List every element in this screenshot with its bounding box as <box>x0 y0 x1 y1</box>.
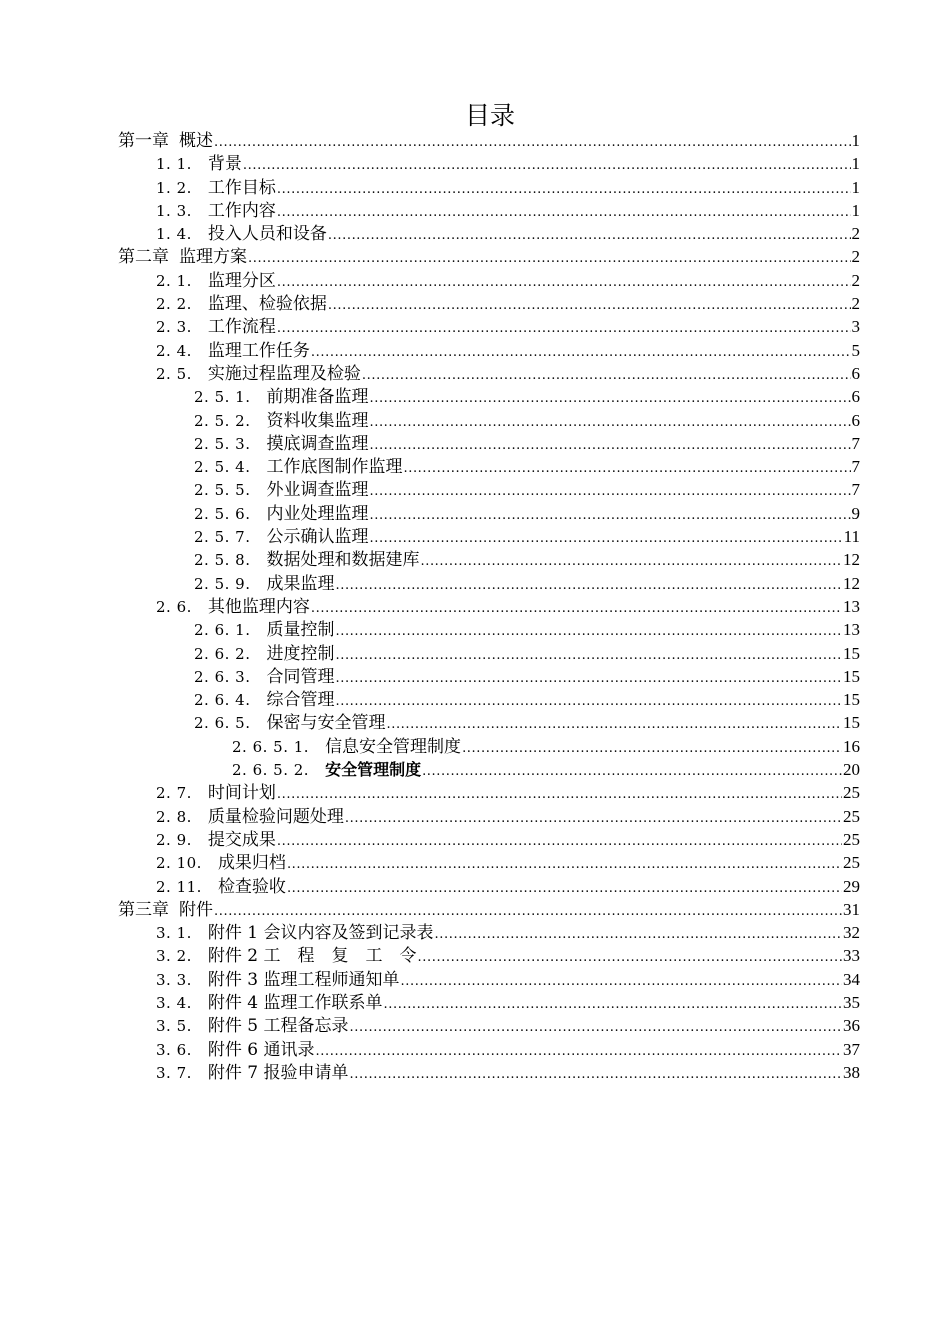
toc-entry-page: 13 <box>843 620 860 640</box>
toc-leader-dots <box>386 713 842 736</box>
toc-entry-number: 2. 5. 5. <box>194 481 251 500</box>
toc-entry[interactable] <box>118 315 860 338</box>
toc-entry-title: 概述 <box>179 131 213 151</box>
toc-entry[interactable] <box>118 409 860 432</box>
toc-leader-dots <box>420 550 842 573</box>
toc-entry-title: 摸底调查监理 <box>266 433 369 454</box>
toc-leader-dots <box>214 131 851 154</box>
toc-leader-dots <box>350 1016 842 1039</box>
toc-entry-title: 监理方案 <box>179 247 247 268</box>
toc-entry[interactable] <box>118 525 860 548</box>
toc-leader-dots <box>350 1063 842 1086</box>
toc-entry-title: 公示确认监理 <box>266 527 369 548</box>
toc-entry-page: 15 <box>843 713 860 733</box>
toc-entry-number: 3. 2. <box>156 947 192 966</box>
toc-entry-page: 20 <box>843 760 860 780</box>
toc-leader-dots <box>403 457 850 480</box>
toc-leader-dots <box>287 853 842 876</box>
toc-entry-title: 附件 3 监理工程师通知单 <box>207 969 400 990</box>
toc-entry-title: 监理工作任务 <box>207 340 310 361</box>
toc-entry-number: 3. 7. <box>156 1063 192 1082</box>
toc-entry[interactable] <box>118 176 860 199</box>
toc-entry-title: 附件 4 监理工作联系单 <box>207 992 383 1013</box>
toc-leader-dots <box>369 387 850 410</box>
toc-entry-number: 2. 1. <box>156 271 192 290</box>
toc-entry-number: 2. 5. 1. <box>194 388 251 407</box>
toc-entry-page: 34 <box>843 969 860 989</box>
toc-entry-number: 2. 5. 3. <box>194 434 251 453</box>
toc-entry-number: 1. 2. <box>156 178 192 197</box>
toc-entry-title: 附件 5 工程备忘录 <box>207 1016 349 1037</box>
toc-entry-number: 2. 10. <box>156 854 202 873</box>
toc-entry-title: 工作底图制作监理 <box>266 457 403 478</box>
toc-entry-title: 保密与安全管理 <box>266 713 386 734</box>
toc-leader-dots <box>277 783 842 806</box>
toc-entry-page: 1 <box>851 177 860 197</box>
toc-entry[interactable] <box>118 665 860 688</box>
toc-entry-number: 第二章 <box>118 247 169 267</box>
toc-entry-page: 6 <box>851 363 860 383</box>
toc-entry-title: 前期准备监理 <box>266 387 369 408</box>
toc-entry-number: 2. 6. 5. <box>194 714 251 733</box>
toc-entry-page: 25 <box>843 829 860 849</box>
toc-entry-number: 3. 1. <box>156 924 192 943</box>
toc-entry-page: 16 <box>843 736 860 756</box>
toc-entry-number: 1. 4. <box>156 225 192 244</box>
toc-entry-page: 2 <box>851 294 860 314</box>
toc-entry[interactable] <box>118 478 860 501</box>
toc-entry-number: 2. 4. <box>156 341 192 360</box>
toc-entry-page: 38 <box>843 1062 860 1082</box>
toc-leader-dots <box>345 807 842 830</box>
toc-entry-number: 3. 6. <box>156 1040 192 1059</box>
toc-entry-title: 时间计划 <box>207 783 276 804</box>
toc-leader-dots <box>328 224 851 247</box>
toc-entry-number: 2. 5. 6. <box>194 504 251 523</box>
toc-entry-title: 信息安全管理制度 <box>325 736 462 757</box>
toc-entry[interactable] <box>118 875 860 898</box>
toc-entry[interactable] <box>118 572 860 595</box>
toc-entry-number: 2. 6. 2. <box>194 644 251 663</box>
toc-entry-number: 2. 11. <box>156 877 202 896</box>
toc-entry-page: 2 <box>851 224 860 244</box>
toc-leader-dots <box>287 877 842 900</box>
toc-entry[interactable] <box>118 269 860 292</box>
toc-entry-title: 资料收集监理 <box>266 410 369 431</box>
toc-title: 目录 <box>464 101 515 130</box>
toc-entry-page: 25 <box>843 783 860 803</box>
toc-entry-title: 附件 7 报验申请单 <box>207 1062 349 1083</box>
toc-entry-number: 2. 6. <box>156 597 192 616</box>
toc-leader-dots <box>277 271 851 294</box>
toc-entry[interactable] <box>118 1014 860 1037</box>
toc-leader-dots <box>277 317 851 340</box>
toc-leader-dots <box>418 946 842 969</box>
toc-entry-page: 6 <box>851 410 860 430</box>
toc-entry[interactable] <box>118 921 860 944</box>
toc-entry[interactable] <box>118 222 860 245</box>
toc-entry-number: 2. 6. 5. 2. <box>232 761 310 780</box>
toc-entry[interactable] <box>118 758 860 781</box>
toc-leader-dots <box>369 504 850 527</box>
toc-entry[interactable] <box>118 1061 860 1084</box>
toc-entry[interactable] <box>118 991 860 1014</box>
toc-leader-dots <box>335 574 842 597</box>
toc-entry-title: 监理分区 <box>207 270 276 291</box>
toc-entry[interactable] <box>118 385 860 408</box>
toc-leader-dots <box>248 247 851 270</box>
toc-entry[interactable] <box>118 595 860 618</box>
toc-entry-title: 投入人员和设备 <box>207 224 327 245</box>
toc-leader-dots <box>335 690 842 713</box>
toc-leader-dots <box>384 993 842 1016</box>
toc-entry-page: 37 <box>843 1039 860 1059</box>
toc-entry[interactable] <box>118 851 860 874</box>
toc-entry-page: 25 <box>843 806 860 826</box>
toc-entry-page: 31 <box>843 899 860 919</box>
toc-entry-page: 7 <box>851 480 860 500</box>
toc-entry[interactable] <box>118 362 860 385</box>
toc-entry-page: 7 <box>851 457 860 477</box>
toc-entry-title: 质量检验问题处理 <box>207 806 344 827</box>
toc-entry-number: 2. 6. 4. <box>194 691 251 710</box>
toc-entry[interactable] <box>118 152 860 175</box>
toc-leader-dots <box>311 341 851 364</box>
toc-entry-number: 2. 9. <box>156 830 192 849</box>
toc-entry-title: 附件 2 工 程 复 工 令 <box>207 946 417 967</box>
toc-entry-title: 工作流程 <box>207 317 276 338</box>
toc-leader-dots <box>369 480 850 503</box>
toc-entry-title: 其他监理内容 <box>207 596 310 617</box>
toc-entry-page: 25 <box>843 853 860 873</box>
toc-entry[interactable] <box>118 642 860 665</box>
toc-entry-number: 第三章 <box>118 899 169 919</box>
toc-entry-page: 5 <box>851 340 860 360</box>
toc-entry-page: 2 <box>851 270 860 290</box>
toc-leader-dots <box>335 620 842 643</box>
toc-entry-number: 第一章 <box>118 131 169 150</box>
toc-leader-dots <box>316 1040 842 1063</box>
toc-leader-dots <box>335 644 842 667</box>
toc-entry[interactable] <box>118 1038 860 1061</box>
toc-entry-title: 附件 1 会议内容及签到记录表 <box>207 923 434 944</box>
toc-entry[interactable] <box>118 711 860 734</box>
toc-entry-title: 监理、检验依据 <box>207 294 327 315</box>
toc-entry-page: 36 <box>843 1016 860 1036</box>
toc-entry-page: 15 <box>843 643 860 663</box>
toc-entry-number: 3. 3. <box>156 970 192 989</box>
toc-entry-number: 2. 8. <box>156 807 192 826</box>
toc-entry[interactable] <box>118 339 860 362</box>
toc-leader-dots <box>462 737 842 760</box>
toc-entry-title: 工作目标 <box>207 177 276 198</box>
toc-entry[interactable] <box>118 828 860 851</box>
toc-entry-page: 29 <box>843 876 860 896</box>
toc-entry-number: 2. 6. 3. <box>194 667 251 686</box>
toc-entry-page: 6 <box>851 387 860 407</box>
toc-entry-title: 外业调查监理 <box>266 480 369 501</box>
toc-entry-number: 2. 6. 5. 1. <box>232 737 310 756</box>
toc-entry-title: 提交成果 <box>207 829 276 850</box>
toc-entry-page: 2 <box>851 247 860 267</box>
toc-entry-number: 1. 3. <box>156 201 192 220</box>
toc-entry[interactable] <box>118 618 860 641</box>
toc-entry-title: 工作内容 <box>207 200 276 221</box>
toc-entry-number: 3. 4. <box>156 993 192 1012</box>
toc-entry[interactable] <box>118 432 860 455</box>
toc-leader-dots <box>214 900 842 923</box>
toc-leader-dots <box>401 970 842 993</box>
toc-entry[interactable] <box>118 688 860 711</box>
toc-entry[interactable] <box>118 502 860 525</box>
toc-entry-title: 进度控制 <box>266 643 335 664</box>
toc-leader-dots <box>277 201 851 224</box>
toc-entry-number: 3. 5. <box>156 1017 192 1036</box>
toc-leader-dots <box>243 154 851 177</box>
toc-entry-title: 成果监理 <box>266 573 335 594</box>
toc-entry-page: 33 <box>843 946 860 966</box>
toc-entry-number: 2. 2. <box>156 295 192 314</box>
toc-entry-number: 2. 3. <box>156 318 192 337</box>
toc-entry-title: 合同管理 <box>266 666 335 687</box>
toc-leader-dots <box>335 667 842 690</box>
toc-entry-number: 2. 5. 7. <box>194 528 251 547</box>
toc-entry-number: 2. 5. 8. <box>194 551 251 570</box>
toc-entry[interactable] <box>118 735 860 758</box>
toc-entry-title: 综合管理 <box>266 690 335 711</box>
toc-entry-number: 2. 7. <box>156 784 192 803</box>
toc-entry[interactable] <box>118 968 860 991</box>
toc-entry[interactable] <box>118 292 860 315</box>
toc-entry[interactable] <box>118 548 860 571</box>
toc-entry-page: 1 <box>851 200 860 220</box>
toc-entry-page: 9 <box>851 503 860 523</box>
toc-entry-page: 1 <box>851 131 860 150</box>
toc-entry-number: 2. 5. 4. <box>194 458 251 477</box>
toc-leader-dots <box>277 178 851 201</box>
toc-entry[interactable] <box>118 455 860 478</box>
toc-entry-title: 附件 <box>179 899 213 920</box>
toc-entry-page: 12 <box>843 550 860 570</box>
toc-entry[interactable] <box>118 129 860 152</box>
toc-leader-dots <box>311 597 842 620</box>
toc-entry-number: 2. 5. 9. <box>194 574 251 593</box>
toc-leader-dots <box>369 434 850 457</box>
toc-entry-title: 附件 6 通讯录 <box>207 1039 315 1060</box>
toc-entry[interactable] <box>118 245 860 268</box>
toc-entry-title: 安全管理制度 <box>325 760 422 780</box>
table-of-contents <box>118 129 860 1084</box>
toc-leader-dots <box>422 760 842 783</box>
toc-entry[interactable] <box>118 781 860 804</box>
toc-entry[interactable] <box>118 199 860 222</box>
toc-entry-page: 32 <box>843 923 860 943</box>
toc-leader-dots <box>369 527 842 550</box>
toc-entry-page: 3 <box>851 317 860 337</box>
toc-entry-page: 1 <box>851 154 860 174</box>
toc-entry-number: 1. 1. <box>156 155 192 174</box>
toc-entry-title: 成果归档 <box>217 853 286 874</box>
toc-leader-dots <box>277 830 842 853</box>
toc-entry-page: 35 <box>843 992 860 1012</box>
toc-entry[interactable] <box>118 944 860 967</box>
toc-entry-title: 实施过程监理及检验 <box>207 363 361 384</box>
toc-entry-title: 质量控制 <box>266 620 335 641</box>
toc-entry-page: 15 <box>843 666 860 686</box>
toc-entry-page: 11 <box>843 527 860 547</box>
toc-entry-page: 12 <box>843 573 860 593</box>
toc-entry[interactable] <box>118 805 860 828</box>
toc-entry-title: 数据处理和数据建库 <box>266 550 420 571</box>
toc-leader-dots <box>435 923 842 946</box>
toc-entry-title: 内业处理监理 <box>266 503 369 524</box>
toc-entry-title: 检查验收 <box>217 876 286 897</box>
toc-entry-number: 2. 5. 2. <box>194 411 251 430</box>
toc-leader-dots <box>362 364 851 387</box>
toc-leader-dots <box>369 411 850 434</box>
toc-entry-number: 2. 5. <box>156 364 192 383</box>
toc-leader-dots <box>328 294 851 317</box>
toc-entry-page: 13 <box>843 596 860 616</box>
toc-entry-page: 15 <box>843 690 860 710</box>
toc-entry-number: 2. 6. 1. <box>194 621 251 640</box>
toc-entry[interactable] <box>118 898 860 921</box>
toc-entry-page: 7 <box>851 433 860 453</box>
toc-entry-title: 背景 <box>207 154 242 175</box>
